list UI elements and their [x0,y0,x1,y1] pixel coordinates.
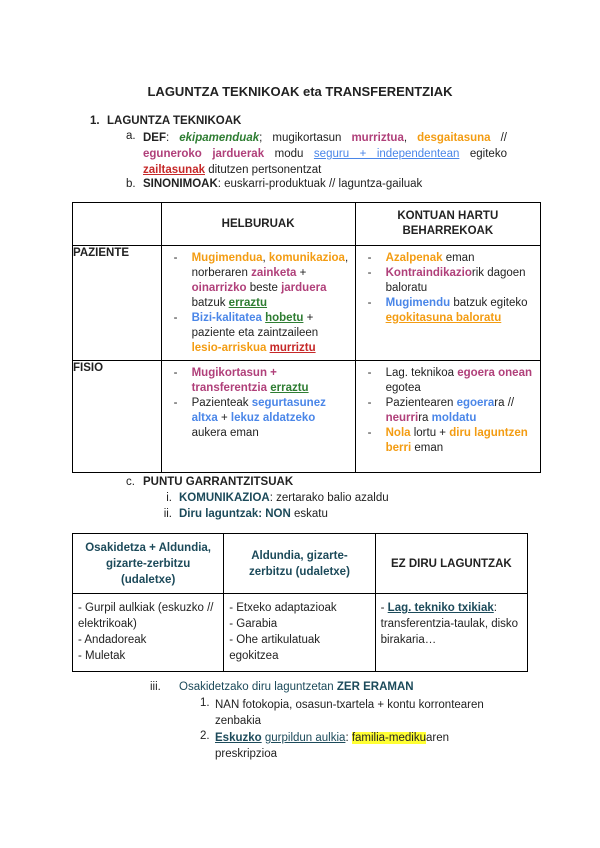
section-1-heading: LAGUNTZA TEKNIKOAK [107,115,242,127]
paziente-helburuak-cell [161,246,355,361]
section-c-heading: PUNTU GARRANTZITSUAK [143,476,294,488]
def-label: DEF [143,132,166,144]
term-eguneroko: eguneroko jarduerak [143,148,265,160]
list-item: - Azalpenak eman [366,251,534,266]
header-osakidetza: Osakidetza + Aldundia, gizarte-zerbitzu (udaletxe) [73,534,224,594]
list-item: - Muletak [78,650,126,662]
list-item: - Garabia [229,618,278,630]
list-item: - Mugimendua, komunikazioa, norberaren zainketa + oinarrizko beste jarduera batzuk erraztu [172,251,349,311]
fisio-kontuan-cell [355,361,540,473]
synonyms-label: SINONIMOAK [143,178,218,190]
list-item: - Ohe artikulatuak egokitzea [229,634,320,662]
list-item: - Mugikortasun + transferentzia erraztu [172,366,349,396]
table-row [73,594,528,672]
item-i-marker: i. [166,492,172,504]
term-murriztua: murriztua [351,132,404,144]
list-item: - Bizi-kalitatea hobetu + paziente eta zaintzaileen lesio-arriskua murriztu [172,311,349,356]
header-kontuan-hartu: KONTUAN HARTU BEHARREKOAK [355,203,540,246]
list-item: - Pazienteak segurtasunez altxa + lekuz aldatzeko aukera eman [172,396,349,441]
header-ez-diru: EZ DIRU LAGUNTZAK [375,534,527,594]
table-header-row [73,534,528,594]
goals-table [72,202,541,473]
osakidetza-items-cell [73,594,224,672]
item-c-marker: c. [126,476,135,488]
list-marker-2: 2. [200,730,210,742]
term-ekipamenduak: ekipamenduak [179,132,260,144]
item-ii-marker: ii. [163,508,172,520]
synonyms-line: SINONIMOAK: euskarri-produktuak // laguntza-gailuak [143,178,423,190]
list-item: - Pazientearen egoerara // neurrira moldatu [366,396,534,426]
fisio-helburuak-cell [161,361,355,473]
header-aldundia: Aldundia, gizarte-zerbitzu (udaletxe) [224,534,375,594]
table-header-row [73,203,541,246]
header-helburuak: HELBURUAK [161,203,355,246]
row-label-paziente: PAZIENTE [73,246,162,361]
item-b-marker: b. [126,178,136,190]
diru-laguntzak-line: Diru laguntzak: NON eskatu [179,508,328,520]
term-desgaitasuna: desgaitasuna [417,132,491,144]
item-iii-marker: iii. [150,681,161,693]
ez-diru-items-cell [375,594,527,672]
zer-eraman-line: Osakidetzako diru laguntzetan ZER ERAMAN [179,681,414,693]
row-label-fisio: FISIO [73,361,162,473]
aldundia-items-cell [224,594,375,672]
list-item: - Etxeko adaptazioak [229,602,337,614]
table-row-fisio [73,361,541,473]
list-item-nan: NAN fotokopia, osasun-txartela + kontu korrontearen zenbakia [215,699,484,727]
list-item-eskuzko: Eskuzko gurpildun aulkia: familia-medikuaren preskripzioa [215,732,449,760]
paziente-kontuan-cell [355,246,540,361]
table-row-paziente [73,246,541,361]
section-1-number: 1. [90,115,100,127]
term-zailtasunak: zailtasunak [143,164,205,176]
aid-table [72,533,528,672]
list-item: - Gurpil aulkiak (eskuzko // elektrikoak) [78,602,214,630]
list-item: - Lag. tekniko txikiak: transferentzia-taulak, disko birakaria… [380,602,519,646]
list-item: - Andadoreak [78,634,147,646]
definition-paragraph: DEF: ekipamenduak; mugikortasun murriztua, desgaitasuna // eguneroko jarduerak modu seguru + independentean egiteko zailtasunak ditutzen pertsonentzat [143,132,508,176]
list-item: - Lag. teknikoa egoera onean egotea [366,366,534,396]
list-item: - Nola lortu + diru laguntzen berri eman [366,426,534,456]
list-item: - Kontraindikaziorik dagoen baloratu [366,266,534,296]
page-title: LAGUNTZA TEKNIKOAK eta TRANSFERENTZIAK [147,84,453,99]
komunikazioa-line: KOMUNIKAZIOA: zertarako balio azaldu [179,492,389,504]
item-a-marker: a. [126,130,136,142]
term-seguru: seguru + independentean [313,148,460,160]
header-empty-cell [73,203,162,246]
list-item: - Mugimendu batzuk egiteko egokitasuna baloratu [366,296,534,326]
list-marker-1: 1. [200,697,210,709]
